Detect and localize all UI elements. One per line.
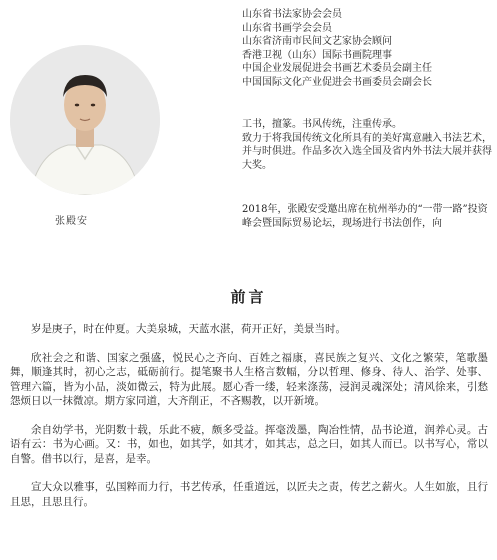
news-paragraph: 2018年，张殿安受邀出席在杭州举办的“一带一路”投资峰会暨国际贸易论坛，现场进行书法创作，向 (242, 204, 488, 229)
preface-paragraph: 岁是庚子，时在仲夏。大美泉城，天蓝水湛，荷开正好，美景当时。 (31, 323, 346, 335)
artist-name-caption: 张殿安 (55, 216, 88, 227)
portrait-illustration (10, 45, 160, 195)
preface-paragraph: 余自幼学书，光阴数十载，乐此不疲，颇多受益。挥毫泼墨，陶冶性情，品书论道，润养心灵。古语有云：书为心画。又：书，如也，如其学，如其才，如其志，总之曰，如其人而已。以书写心，常以自警。借书以行，是喜，是幸。 (10, 423, 488, 465)
bio-line-achievements: 致力于将我国传统文化所具有的美好寓意融入书法艺术，并与时俱进。作品多次入选全国及省内外书法大展并获得大奖。 (242, 132, 492, 171)
preface-paragraph: 宣大众以雅事，弘国粹而力行，书艺传承，任重道远，以匠夫之责，传艺之薪火。人生如旅，且行且思，且思且行。 (10, 481, 488, 508)
title-item: 山东省书法家协会会员 (242, 9, 342, 20)
title-item: 中国企业发展促进会书画艺术委员会副主任 (242, 63, 432, 74)
preface-paragraph: 欣社会之和谐、国家之强盛，悦民心之齐向、百姓之福康，喜民族之复兴、文化之繁荣，笔歌墨舞，顺逢其时，初心之志，砥砺前行。提笔聚书人生格言数幅，分以哲理、修身、待人、治学、处事、管理六篇，皆为小品，淡如微云，特为此展。愿心香一缕，轻来涤荡，浸润灵魂深处；清风徐来，引愁怨烦日以一抹微凉。期方家同道，大齐削正，不吝赐教，以开新境。 (10, 351, 488, 407)
preface-body (10, 322, 488, 523)
bio-line-style: 工书，擅篆。书风传统，注重传承。 (242, 119, 402, 130)
title-item: 山东省济南市民间文艺家协会顾问 (242, 36, 392, 47)
honorary-titles-list (242, 8, 492, 89)
preface-heading: 前言 (230, 288, 267, 306)
title-item: 中国国际文化产业促进会书画委员会副会长 (242, 76, 432, 88)
title-item: 山东省书画学会会员 (242, 22, 332, 34)
profile-section (0, 0, 497, 240)
title-item: 香港卫视（山东）国际书画院理事 (242, 49, 392, 61)
artist-bio (242, 118, 494, 172)
portrait-photo (10, 45, 160, 195)
